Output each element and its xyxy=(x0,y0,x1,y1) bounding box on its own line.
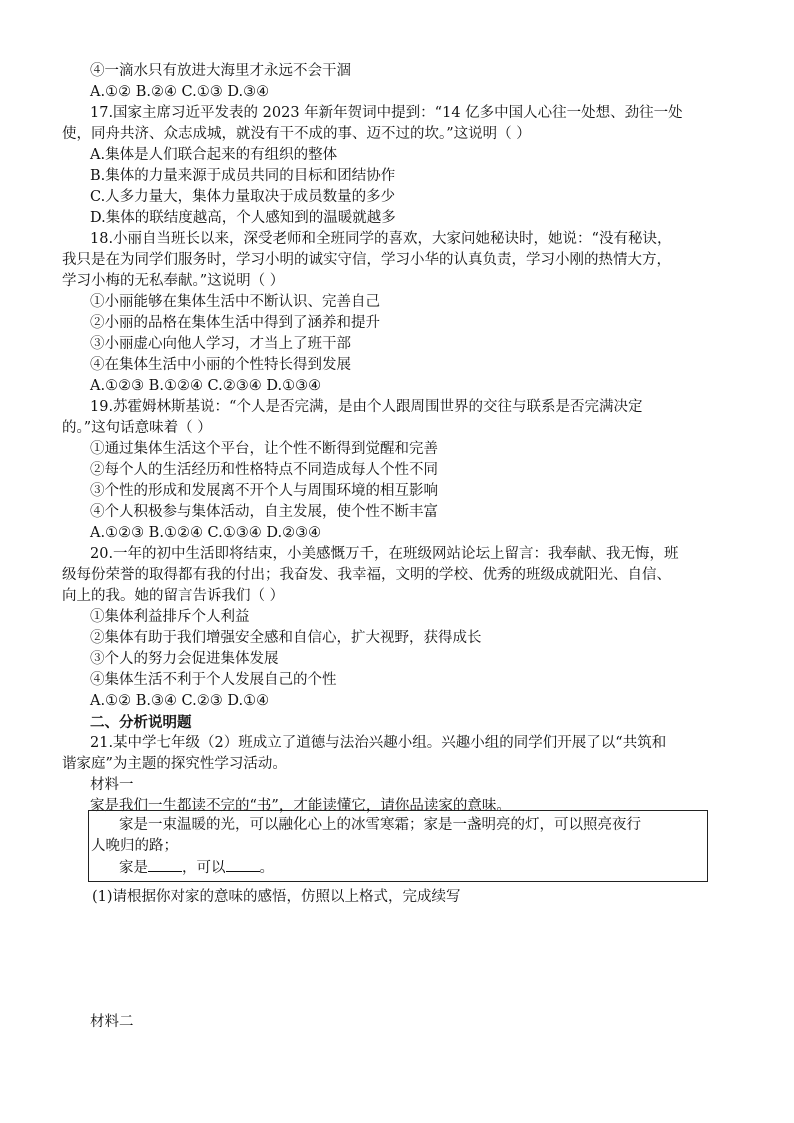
q17-option-a: A.集体是人们联合起来的有组织的整体 xyxy=(90,147,338,163)
q21-stem-line1: 21.某中学七年级（2）班成立了道德与法治兴趣小组。兴趣小组的同学们开展了以“共筑和 xyxy=(90,735,667,751)
q20-option-1: ①集体利益排斥个人利益 xyxy=(90,609,250,625)
q17-option-c: C.人多力量大，集体力量取决于成员数量的多少 xyxy=(90,189,396,205)
quote-line2: 人晚归的路； xyxy=(91,838,178,854)
q20-stem-line2: 级每份荣誉的取得都有我的付出；我奋发、我幸福，文明的学校、优秀的班级成就阳光、自信、 xyxy=(62,567,671,583)
q16-choices: A.①② B.②④ C.①③ D.③④ xyxy=(90,84,270,100)
q20-stem-line1: 20.一年的初中生活即将结束，小美感慨万千，在班级网站论坛上留言：我奉献、我无悔，班 xyxy=(90,546,679,562)
q16-option-4: ④一滴水只有放进大海里才永远不会干涸 xyxy=(90,63,351,79)
q19-option-1: ①通过集体生活这个平台，让个性不断得到觉醒和完善 xyxy=(90,441,438,457)
q17-option-b: B.集体的力量来源于成员共同的目标和团结协作 xyxy=(90,168,396,184)
q20-stem-line3: 向上的我。她的留言告诉我们（ ） xyxy=(62,588,285,604)
quote-line1: 家是一束温暖的光，可以融化心上的冰雪寒霜；家是一盏明亮的灯，可以照亮夜行 xyxy=(119,817,641,833)
fill-blank-1[interactable] xyxy=(148,857,182,872)
q17-stem-line1: 17.国家主席习近平发表的 2023 年新年贺词中提到：“14 亿多中国人心往一处想、劲往一处 xyxy=(90,105,683,121)
material2-label: 材料二 xyxy=(90,1014,134,1030)
q18-option-4: ④在集体生活中小丽的个性特长得到发展 xyxy=(90,357,351,373)
q17-stem-line2: 使，同舟共济、众志成城，就没有干不成的事、迈不过的坎。”这说明（ ） xyxy=(62,126,531,142)
q21-subquestion-1: (1)请根据你对家的意味的感悟，仿照以上格式，完成续写 xyxy=(92,889,461,905)
q21-stem-line2: 谐家庭”为主题的探究性学习活动。 xyxy=(62,756,287,772)
q18-option-2: ②小丽的品格在集体生活中得到了涵养和提升 xyxy=(90,315,380,331)
q20-option-2: ②集体有助于我们增强安全感和自信心，扩大视野，获得成长 xyxy=(90,630,482,646)
quote-line3-part1: 家是 xyxy=(119,860,148,876)
material1-intro: 家是我们一生都读不完的“书”，才能读懂它，请你品读家的意味。 xyxy=(90,798,511,814)
q19-stem-line2: 的。”这句话意味着（ ） xyxy=(62,420,212,436)
q20-choices: A.①② B.③④ C.②③ D.①④ xyxy=(90,693,270,709)
q18-option-1: ①小丽能够在集体生活中不断认识、完善自己 xyxy=(90,294,380,310)
q17-option-d: D.集体的联结度越高，个人感知到的温暖就越多 xyxy=(90,210,396,226)
material1-label: 材料一 xyxy=(90,777,134,793)
q19-option-2: ②每个人的生活经历和性格特点不同造成每人个性不同 xyxy=(90,462,438,478)
quote-line3 xyxy=(119,857,274,879)
fill-blank-2[interactable] xyxy=(226,857,260,872)
q19-option-4: ④个人积极参与集体活动，自主发展，使个性不断丰富 xyxy=(90,504,438,520)
q20-option-3: ③个人的努力会促进集体发展 xyxy=(90,651,279,667)
q18-choices: A.①②③ B.①②④ C.②③④ D.①③④ xyxy=(90,378,322,394)
q19-choices: A.①②③ B.①②④ C.①③④ D.②③④ xyxy=(90,525,322,541)
q18-stem-line3: 学习小梅的无私奉献。”这说明（ ） xyxy=(62,273,285,289)
section-heading: 二、分析说明题 xyxy=(90,714,192,731)
q19-stem-line1: 19.苏霍姆林斯基说：“个人是否完满，是由个人跟周围世界的交往与联系是否完满决定 xyxy=(90,399,643,415)
q20-option-4: ④集体生活不利于个人发展自己的个性 xyxy=(90,672,337,688)
q18-stem-line2: 我只是在为同学们服务时，学习小明的诚实守信，学习小华的认真负责，学习小刚的热情大方， xyxy=(62,252,671,268)
q18-option-3: ③小丽虚心向他人学习，才当上了班干部 xyxy=(90,336,351,352)
q19-option-3: ③个性的形成和发展离不开个人与周围环境的相互影响 xyxy=(90,483,438,499)
quote-line3-part2: ，可以 xyxy=(182,860,226,876)
q18-stem-line1: 18.小丽自当班长以来，深受老师和全班同学的喜欢，大家问她秘诀时，她说：“没有秘诀， xyxy=(90,231,672,247)
quote-line3-part3: 。 xyxy=(259,860,274,876)
material1-quote-box xyxy=(88,810,708,882)
